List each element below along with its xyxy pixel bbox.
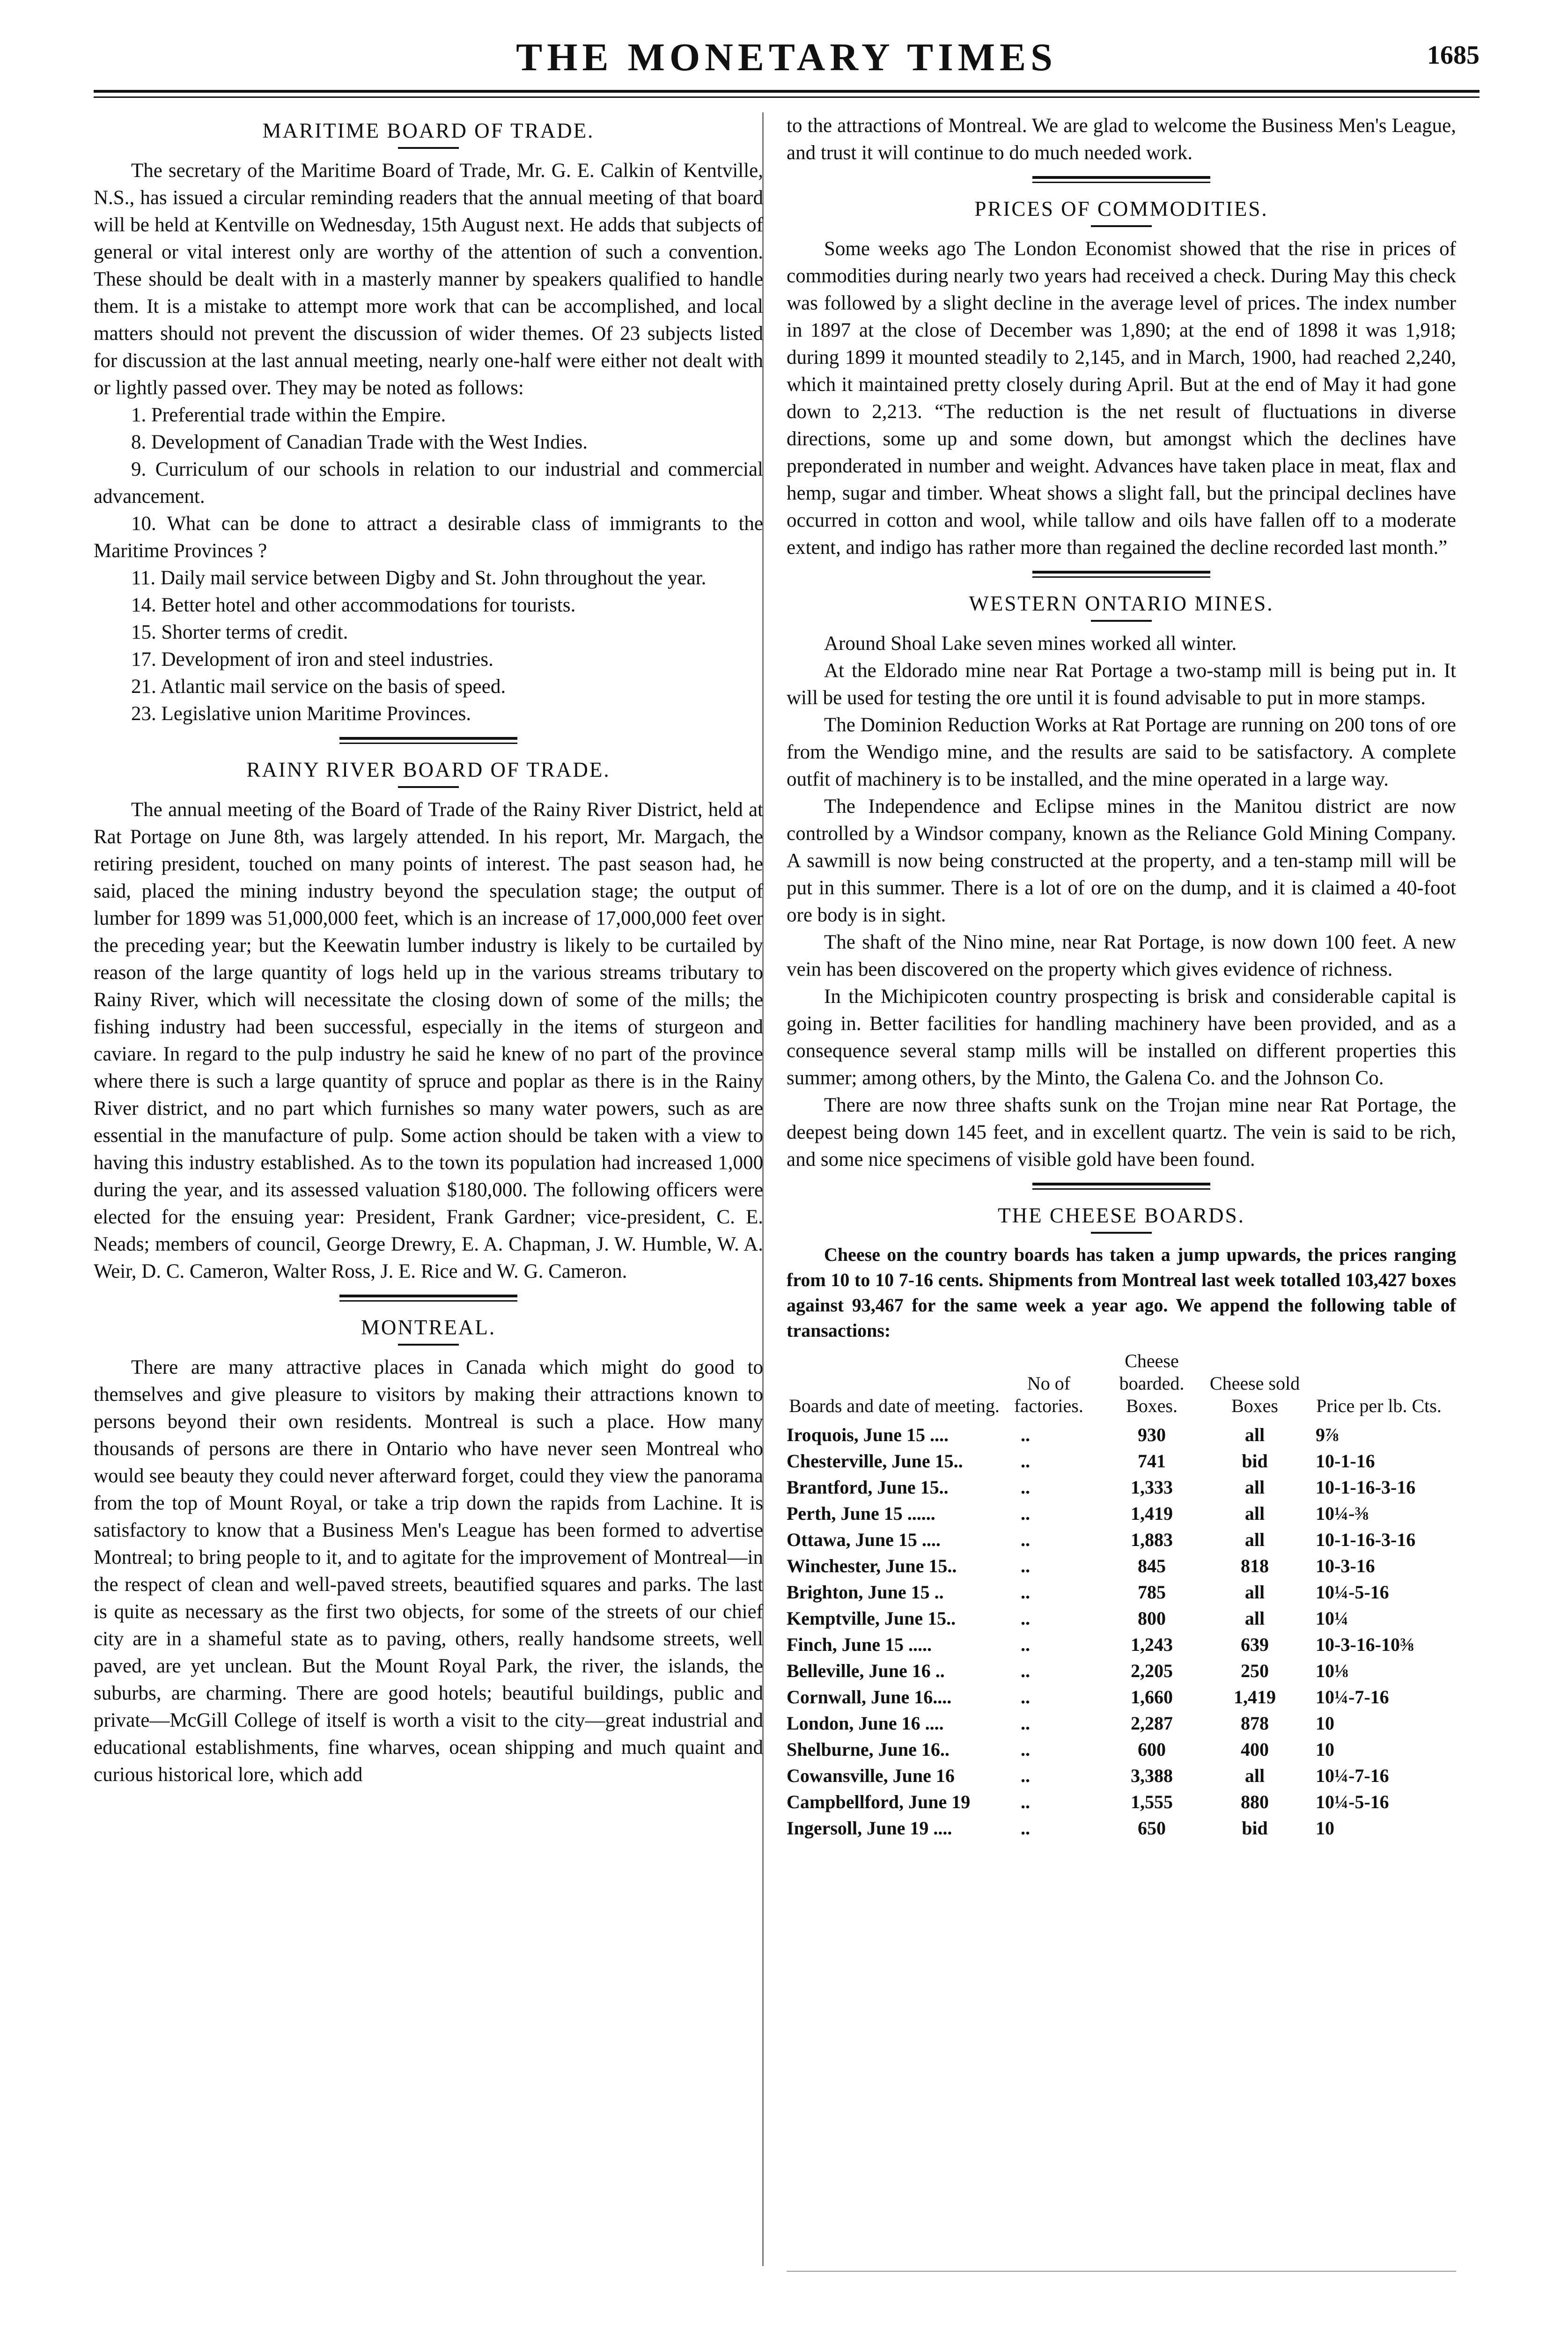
- table-cell: 600: [1138, 1739, 1166, 1760]
- section-separator: [1032, 176, 1210, 183]
- table-row: [787, 1737, 1456, 1763]
- heading-cheese: THE CHEESE BOARDS.: [998, 1204, 1245, 1227]
- table-cell: 1,419: [1234, 1686, 1276, 1708]
- table-row: [787, 1658, 1456, 1684]
- mines-paragraph: The Independence and Eclipse mines in the Manitou district are now controlled by a Windsor company, known as the Reliance Gold Mining Company. A sawmill is now being constructed at the property, and a ten-stamp mill will be put in this summer. There is a lot of ore on the dump, and it is claimed a 40-foot ore body is in sight.: [787, 795, 1456, 926]
- column-header: Cheese boarded. Boxes.: [1119, 1350, 1185, 1416]
- table-cell: 10-3-16-10⅜: [1316, 1634, 1414, 1655]
- section-separator: [339, 1295, 517, 1302]
- masthead-rule-thin: [94, 96, 1480, 98]
- masthead: [94, 28, 1480, 84]
- montreal-continued: to the attractions of Montreal. We are glad to welcome the Business Men's League, and trust it will continue to do much needed work.: [787, 115, 1456, 164]
- mines-paragraph: The shaft of the Nino mine, near Rat Portage, is now down 100 feet. A new vein has been discovered on the property which gives evidence of richness.: [787, 931, 1456, 980]
- table-cell: 9⅞: [1316, 1424, 1339, 1445]
- cheese-intro: Cheese on the country boards has taken a jump upwards, the prices ranging from 10 to 10 7-16 cents. Shipments from Montreal last week totalled 103,427 boxes against 93,467 for the same week a year ago. We append the following table of transactions:: [787, 1244, 1456, 1341]
- table-cell: 10¼-7-16: [1316, 1765, 1389, 1786]
- table-cell: 10-1-16: [1316, 1450, 1375, 1472]
- cheese-table: [787, 1350, 1456, 1841]
- table-cell: 785: [1138, 1582, 1166, 1603]
- table-cell: Brighton, June 15 ..: [787, 1582, 944, 1603]
- table-row: [787, 1684, 1456, 1710]
- table-cell: Ottawa, June 15 ....: [787, 1529, 941, 1550]
- heading-maritime: MARITIME BOARD OF TRADE.: [262, 119, 595, 142]
- left-column: [94, 112, 763, 1789]
- montreal-body: There are many attractive places in Canada which might do good to themselves and give pleasure to visitors by making their attractions known to persons beyond their own residents. Montreal is such a place. How many thousands of persons are there in Ontario who have never seen Montreal who would see beauty they could never afterward forget, could they view the panorama from the top of Mount Royal, or take a trip down the rapids from Lachine. It is satisfactory to know that a Business Men's League has been formed to advertise Montreal; to bring people to it, and to agitate for the improvement of Montreal—in the respect of clean and well-paved streets, beautified squares and parks. The last is quite as necessary as the first two objects, for some of the streets of our chief city are in a shameful state as to paving, others, really handsome streets, well paved, are yet unclean. But the Mount Royal Park, the river, the islands, the suburbs, are charming. There are good hotels; beautiful buildings, public and private—McGill College of itself is worth a visit to the city—great industrial and educational establishments, fine wharves, ocean shipping and much quaint and curious historical lore, which add: [94, 1356, 763, 1786]
- column-header: Boards and date of meeting.: [789, 1395, 1000, 1416]
- table-cell: ..: [1021, 1477, 1030, 1498]
- rainy-river-body: The annual meeting of the Board of Trade of the Rainy River District, held at Rat Portage on June 8th, was largely attended. In his report, Mr. Margach, the retiring president, touched on many points of interest. The past season had, he said, placed the mining industry beyond the speculation stage; the output of lumber for 1899 was 51,000,000 feet, which is an increase of 17,000,000 feet over the preceding year; but the Keewatin lumber industry is likely to be curtailed by reason of the large quantity of logs held up in the various streams tributary to Rainy River, which will necessitate the closing down of some of the mills; the fishing industry had been successful, especially in the items of sturgeon and caviare. In regard to the pulp industry he said he knew of no part of the province where there is such a large quantity of spruce and poplar as there is in the Rainy River district, and no part which furnishes so many water powers, such as are essential in the manufacture of pulp. Some action should be taken with a view to having this industry established. As to the town its population had increased 1,000 during the year, and its assessed valuation $180,000. The following officers were elected for the ensuing year: President, Frank Gardner; vice-president, C. E. Neads; members of council, George Drewry, E. A. Chapman, J. W. Humble, W. A. Weir, D. C. Cameron, Walter Ross, J. E. Rice and W. G. Cameron.: [94, 799, 763, 1282]
- table-cell: Perth, June 15 ......: [787, 1503, 935, 1524]
- section-separator: [1032, 571, 1210, 578]
- table-cell: 10-1-16-3-16: [1316, 1477, 1416, 1498]
- table-cell: Ingersoll, June 19 ....: [787, 1818, 952, 1839]
- table-cell: 878: [1241, 1713, 1269, 1734]
- table-cell: 1,243: [1131, 1634, 1173, 1655]
- table-cell: 1,883: [1131, 1529, 1173, 1550]
- table-row: [787, 1710, 1456, 1737]
- table-cell: 818: [1241, 1555, 1269, 1576]
- heading-mines: WESTERN ONTARIO MINES.: [969, 592, 1274, 615]
- table-cell: ..: [1021, 1818, 1030, 1839]
- table-row: [787, 1553, 1456, 1579]
- table-cell: Finch, June 15 .....: [787, 1634, 932, 1655]
- list-item: 21. Atlantic mail service on the basis of speed.: [131, 676, 506, 698]
- table-cell: all: [1244, 1608, 1265, 1629]
- list-item: 23. Legislative union Maritime Provinces.: [131, 703, 471, 725]
- list-item: 17. Development of iron and steel industries.: [131, 648, 493, 670]
- table-cell: 10¼-⅜: [1316, 1503, 1369, 1524]
- table-cell: 10¼-5-16: [1316, 1791, 1389, 1812]
- list-item: 11. Daily mail service between Digby and St. John throughout the year.: [131, 567, 707, 589]
- heading-rule: [1091, 1232, 1152, 1234]
- table-row: [787, 1579, 1456, 1605]
- mines-paragraph: At the Eldorado mine near Rat Portage a two-stamp mill is being put in. It will be used for testing the ore until it is found advisable to put in more stamps.: [787, 660, 1456, 709]
- table-cell: 880: [1241, 1791, 1269, 1812]
- list-item: 10. What can be done to attract a desirable class of immigrants to the Maritime Provinces ?: [94, 513, 763, 562]
- list-item: 1. Preferential trade within the Empire.: [131, 404, 446, 426]
- table-cell: ..: [1021, 1686, 1030, 1708]
- table-cell: 10¼: [1316, 1608, 1348, 1629]
- mines-paragraph: There are now three shafts sunk on the Trojan mine near Rat Portage, the deepest being down 145 feet, and in excellent quartz. The vein is said to be rich, and some nice specimens of visible gold have been found.: [787, 1094, 1456, 1170]
- table-cell: all: [1244, 1582, 1265, 1603]
- heading-rule: [1091, 620, 1152, 622]
- table-cell: all: [1244, 1529, 1265, 1550]
- table-cell: 250: [1241, 1660, 1269, 1681]
- section-separator: [339, 737, 517, 744]
- heading-rule: [398, 1344, 459, 1346]
- table-cell: Iroquois, June 15 ....: [787, 1424, 949, 1445]
- page-number: 1685: [1427, 41, 1480, 70]
- table-cell: all: [1244, 1424, 1265, 1445]
- table-cell: 1,333: [1131, 1477, 1173, 1498]
- table-cell: ..: [1021, 1634, 1030, 1655]
- column-header: No of factories.: [1014, 1373, 1083, 1416]
- table-cell: Belleville, June 16 ..: [787, 1660, 945, 1681]
- prices-body: Some weeks ago The London Economist showed that the rise in prices of commodities during nearly two years had received a check. During May this check was followed by a slight decline in the average level of prices. The index number in 1897 at the close of December was 1,890; at the end of 1898 it was 1,918; during 1899 it mounted steadily to 2,145, and in March, 1900, had reached 2,240, which it maintained pretty closely during April. But at the end of May it had gone down to 2,213. “The reduction is the net result of fluctuations in diverse directions, some up and some down, but amongst which the declines have preponderated in number and weight. Advances have taken place in meat, flax and hemp, sugar and timber. Wheat shows a slight fall, but the principal declines have occurred in cotton and wool, while tallow and oils have fallen off to a moderate extent, and indigo has rather more than regained the decline recorded last month.”: [787, 238, 1456, 559]
- heading-montreal: MONTREAL.: [361, 1316, 496, 1339]
- heading-rainy-river: RAINY RIVER BOARD OF TRADE.: [246, 758, 611, 781]
- list-item: 15. Shorter terms of credit.: [131, 621, 348, 643]
- heading-rule: [398, 147, 459, 149]
- table-cell: ..: [1021, 1529, 1030, 1550]
- table-cell: all: [1244, 1477, 1265, 1498]
- publication-title: THE MONETARY TIMES: [516, 36, 1057, 79]
- table-cell: 10-3-16: [1316, 1555, 1375, 1576]
- heading-rule: [398, 786, 459, 788]
- bottom-rule: [787, 2271, 1456, 2272]
- table-cell: 10¼-7-16: [1316, 1686, 1389, 1708]
- table-cell: Brantford, June 15..: [787, 1477, 949, 1498]
- table-row: [787, 1474, 1456, 1501]
- table-cell: 10¼-5-16: [1316, 1582, 1389, 1603]
- mines-paragraph: Around Shoal Lake seven mines worked all winter.: [824, 633, 1237, 655]
- table-row: [787, 1632, 1456, 1658]
- table-cell: all: [1244, 1503, 1265, 1524]
- mines-paragraph: The Dominion Reduction Works at Rat Portage are running on 200 tons of ore from the Wendigo mine, and the results are said to be satisfactory. A complete outfit of machinery is to be installed, and the mine operated in a large way.: [787, 714, 1456, 790]
- table-cell: Chesterville, June 15..: [787, 1450, 963, 1472]
- table-row: [787, 1501, 1456, 1527]
- table-cell: 10: [1316, 1818, 1334, 1839]
- table-cell: 10: [1316, 1739, 1334, 1760]
- masthead-rule: [94, 90, 1480, 93]
- table-cell: 1,660: [1131, 1686, 1173, 1708]
- list-item: 8. Development of Canadian Trade with the West Indies.: [131, 431, 588, 453]
- table-cell: Cornwall, June 16....: [787, 1686, 952, 1708]
- table-cell: Shelburne, June 16..: [787, 1739, 950, 1760]
- table-cell: 845: [1138, 1555, 1166, 1576]
- table-cell: 741: [1138, 1450, 1166, 1472]
- table-cell: 1,555: [1131, 1791, 1173, 1812]
- column-header: Price per lb. Cts.: [1316, 1395, 1442, 1416]
- table-cell: ..: [1021, 1739, 1030, 1760]
- table-cell: ..: [1021, 1450, 1030, 1472]
- table-cell: 10⅛: [1316, 1660, 1348, 1681]
- table-cell: ..: [1021, 1791, 1030, 1812]
- table-cell: 1,419: [1131, 1503, 1173, 1524]
- table-cell: Kemptville, June 15..: [787, 1608, 956, 1629]
- table-cell: Campbellford, June 19: [787, 1791, 971, 1812]
- table-cell: 10: [1316, 1713, 1334, 1734]
- table-cell: ..: [1021, 1713, 1030, 1734]
- right-column: [787, 112, 1456, 1841]
- table-cell: 800: [1138, 1608, 1166, 1629]
- table-cell: ..: [1021, 1582, 1030, 1603]
- table-cell: 2,205: [1131, 1660, 1173, 1681]
- list-item: 9. Curriculum of our schools in relation to our industrial and commercial advancement.: [94, 458, 763, 508]
- table-cell: ..: [1021, 1555, 1030, 1576]
- table-row: [787, 1763, 1456, 1789]
- table-cell: bid: [1242, 1450, 1268, 1472]
- heading-rule: [1091, 225, 1152, 227]
- table-cell: 3,388: [1131, 1765, 1173, 1786]
- table-cell: London, June 16 ....: [787, 1713, 944, 1734]
- mines-paragraph: In the Michipicoten country prospecting is brisk and considerable capital is going in. Better facilities for handling machinery have been provided, and as a consequence several stamp mills will be installed on different properties this summer; among others, by the Minto, the Galena Co. and the Johnson Co.: [787, 986, 1456, 1089]
- table-row: [787, 1448, 1456, 1474]
- heading-prices: PRICES OF COMMODITIES.: [974, 197, 1268, 221]
- table-cell: Winchester, June 15..: [787, 1555, 957, 1576]
- table-cell: ..: [1021, 1608, 1030, 1629]
- table-cell: ..: [1021, 1660, 1030, 1681]
- list-item: 14. Better hotel and other accommodations for tourists.: [131, 594, 576, 616]
- table-cell: 930: [1138, 1424, 1166, 1445]
- table-cell: 639: [1241, 1634, 1269, 1655]
- column-header: Cheese sold Boxes: [1209, 1373, 1300, 1416]
- table-cell: ..: [1021, 1424, 1030, 1445]
- table-cell: 2,287: [1131, 1713, 1173, 1734]
- table-row: [787, 1605, 1456, 1632]
- table-row: [787, 1422, 1456, 1448]
- table-row: [787, 1815, 1456, 1841]
- maritime-intro: The secretary of the Maritime Board of Trade, Mr. G. E. Calkin of Kentville, N.S., has issued a circular reminding readers that the annual meeting of that board will be held at Kentville on Wednesday, 15th August next. He adds that subjects of general or vital interest only are worthy of the attention of such a convention. These should be dealt with in a masterly manner by speakers qualified to handle them. It is a mistake to attempt more work that can be accomplished, and local matters should not prevent the discussion of wider themes. Of 23 subjects listed for discussion at the last annual meeting, nearly one-half were either not dealt with or lightly passed over. They may be noted as follows:: [94, 160, 763, 399]
- table-cell: 650: [1138, 1818, 1166, 1839]
- table-cell: ..: [1021, 1765, 1030, 1786]
- table-cell: all: [1244, 1765, 1265, 1786]
- table-cell: ..: [1021, 1503, 1030, 1524]
- section-separator: [1032, 1183, 1210, 1190]
- table-cell: Cowansville, June 16: [787, 1765, 955, 1786]
- table-row: [787, 1789, 1456, 1815]
- cheese-table-body: [787, 1422, 1456, 1841]
- table-cell: bid: [1242, 1818, 1268, 1839]
- table-cell: 10-1-16-3-16: [1316, 1529, 1416, 1550]
- table-header-row: [787, 1350, 1456, 1422]
- table-row: [787, 1527, 1456, 1553]
- table-cell: 400: [1241, 1739, 1269, 1760]
